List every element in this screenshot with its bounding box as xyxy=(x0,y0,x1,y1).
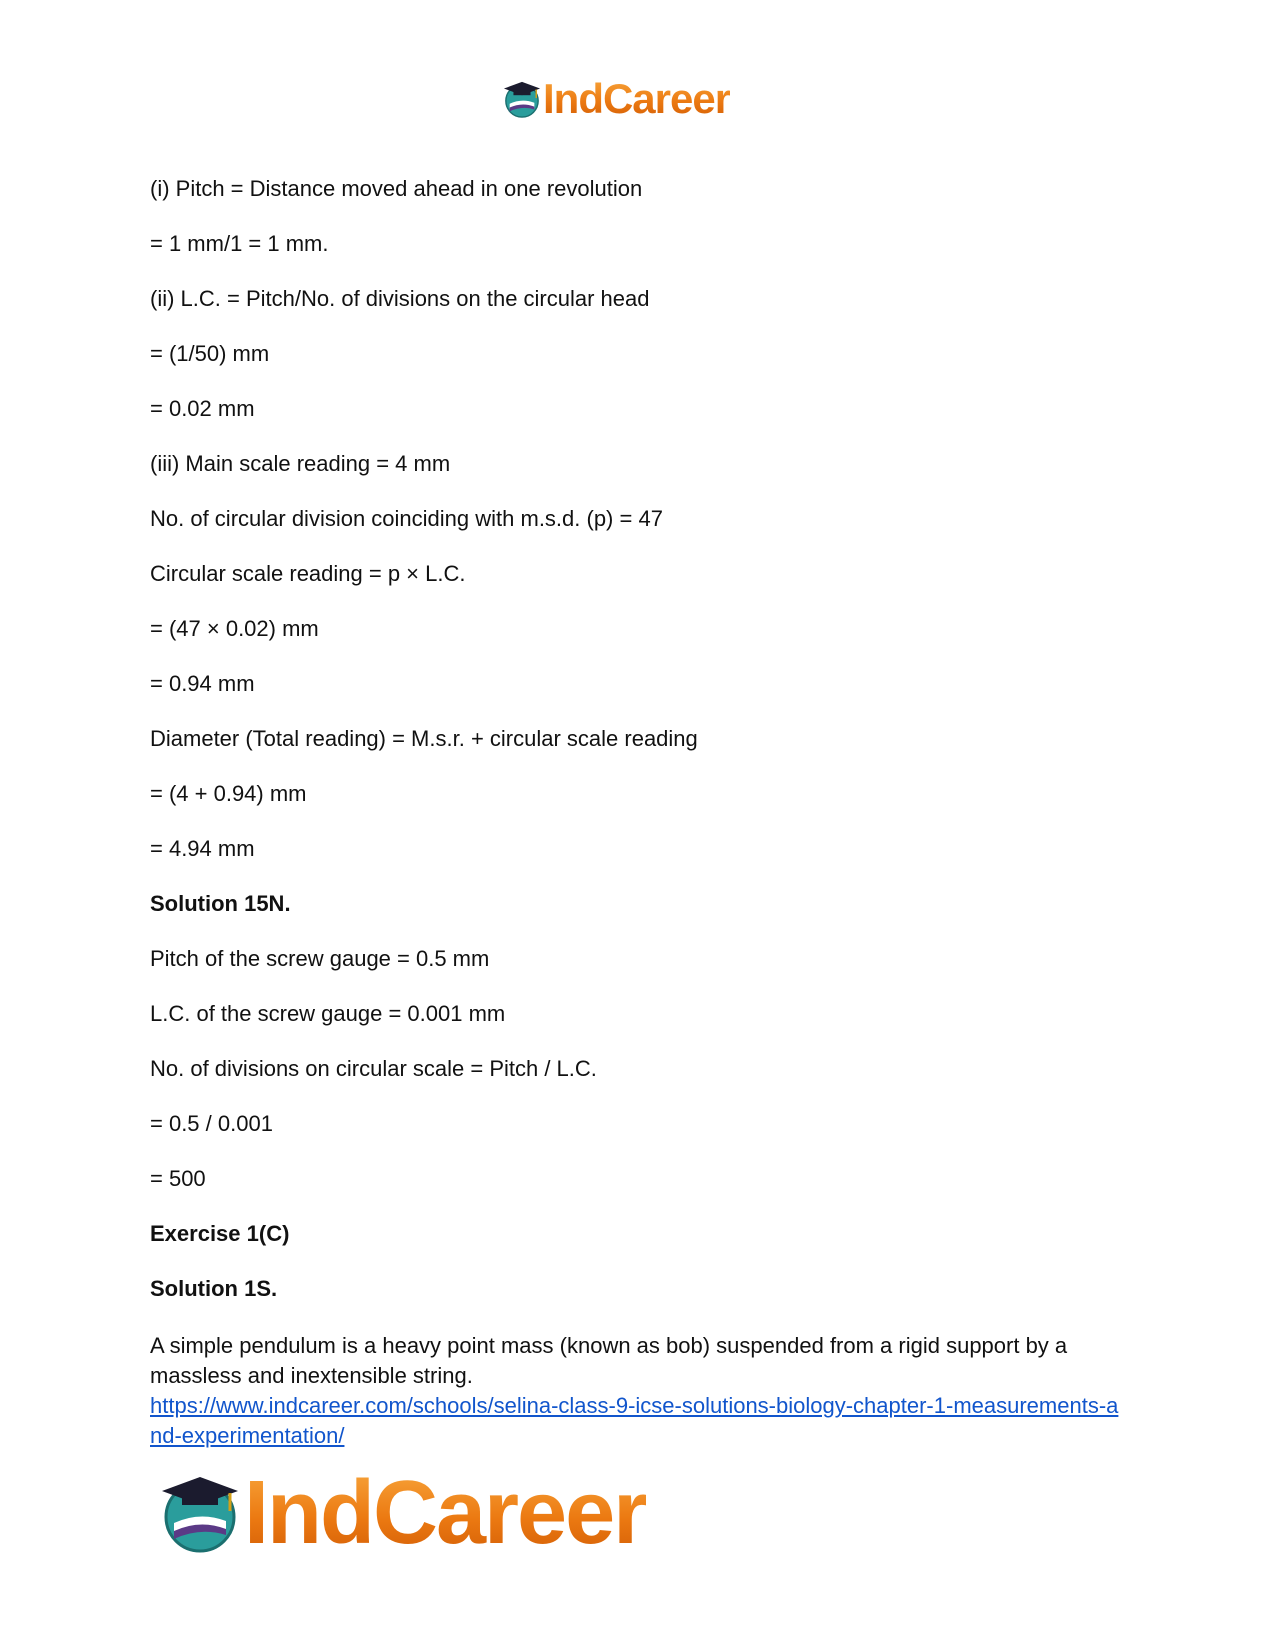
graduation-cap-book-globe-icon xyxy=(503,79,541,119)
text-line: Diameter (Total reading) = M.s.r. + circular scale reading xyxy=(150,726,698,751)
source-link[interactable]: https://www.indcareer.com/schools/selina-class-9-icse-solutions-biology-chapter-1-measurements-and-experimentation/ xyxy=(150,1393,1119,1448)
text-line: (ii) L.C. = Pitch/No. of divisions on the circular head xyxy=(150,286,650,311)
header-logo xyxy=(503,75,731,122)
section-heading: Solution 1S. xyxy=(150,1276,278,1301)
text-line: No. of circular division coinciding with m.s.d. (p) = 47 xyxy=(150,506,663,531)
text-line: (iii) Main scale reading = 4 mm xyxy=(150,451,451,476)
text-line: = 4.94 mm xyxy=(150,836,255,861)
text-line: = 500 xyxy=(150,1166,206,1191)
text-line: = 0.02 mm xyxy=(150,396,255,421)
text-line: (i) Pitch = Distance moved ahead in one revolution xyxy=(150,176,643,201)
logo-wordmark: IndCareer xyxy=(244,1463,647,1563)
text-line: Pitch of the screw gauge = 0.5 mm xyxy=(150,946,490,971)
section-heading: Exercise 1(C) xyxy=(150,1221,290,1246)
pendulum-definition: A simple pendulum is a heavy point mass (known as bob) suspended from a rigid support by a massless and inextensible string. xyxy=(150,1333,1068,1388)
text-line: = 1 mm/1 = 1 mm. xyxy=(150,231,329,256)
text-line: Circular scale reading = p × L.C. xyxy=(150,561,466,586)
footer-logo xyxy=(160,1463,647,1563)
text-line: L.C. of the screw gauge = 0.001 mm xyxy=(150,1001,506,1026)
text-line: = 0.94 mm xyxy=(150,671,255,696)
text-line: No. of divisions on circular scale = Pitch / L.C. xyxy=(150,1056,597,1081)
solution-lines xyxy=(150,176,1130,1302)
graduation-cap-book-globe-icon xyxy=(160,1471,240,1555)
text-line: = (4 + 0.94) mm xyxy=(150,781,307,806)
document-body xyxy=(150,176,1130,1451)
text-line: = (47 × 0.02) mm xyxy=(150,616,319,641)
section-heading: Solution 15N. xyxy=(150,891,291,916)
logo-wordmark: IndCareer xyxy=(543,75,731,122)
text-line: = 0.5 / 0.001 xyxy=(150,1111,273,1136)
text-line: = (1/50) mm xyxy=(150,341,270,366)
